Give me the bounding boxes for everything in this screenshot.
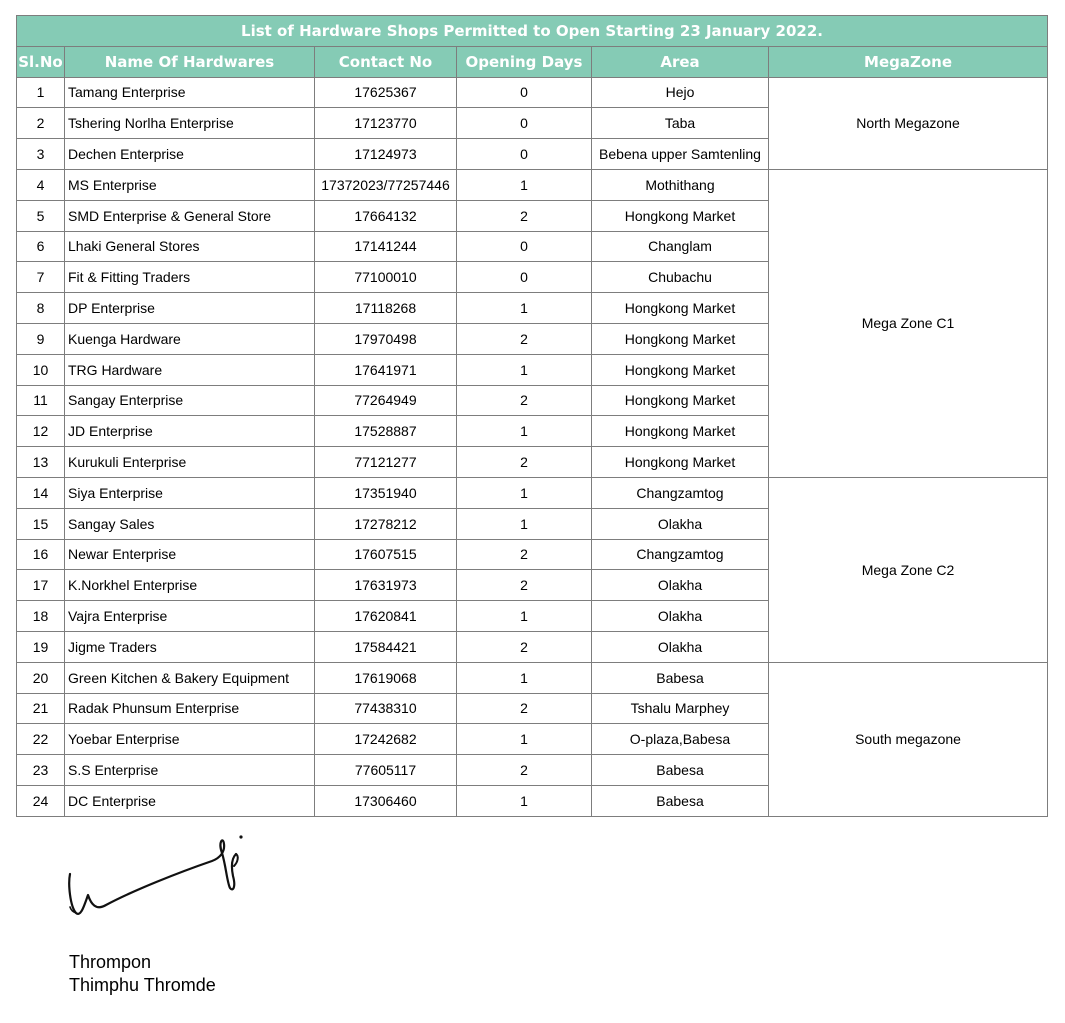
area-cell: Hongkong Market bbox=[592, 323, 769, 354]
opening-days-cell: 0 bbox=[457, 77, 592, 108]
contact-cell: 17118268 bbox=[315, 293, 457, 324]
sl-no-cell: 11 bbox=[17, 385, 65, 416]
area-cell: Babesa bbox=[592, 662, 769, 693]
sl-no-cell: 6 bbox=[17, 231, 65, 262]
opening-days-cell: 1 bbox=[457, 724, 592, 755]
shop-name-cell: DP Enterprise bbox=[65, 293, 315, 324]
opening-days-cell: 1 bbox=[457, 354, 592, 385]
contact-cell: 17970498 bbox=[315, 323, 457, 354]
contact-cell: 17278212 bbox=[315, 508, 457, 539]
opening-days-cell: 2 bbox=[457, 570, 592, 601]
contact-cell: 17631973 bbox=[315, 570, 457, 601]
megazone-cell: South megazone bbox=[769, 662, 1048, 816]
shop-name-cell: Sangay Sales bbox=[65, 508, 315, 539]
contact-cell: 17607515 bbox=[315, 539, 457, 570]
contact-cell: 17625367 bbox=[315, 77, 457, 108]
area-cell: Hongkong Market bbox=[592, 293, 769, 324]
area-cell: Hongkong Market bbox=[592, 354, 769, 385]
opening-days-cell: 2 bbox=[457, 200, 592, 231]
opening-days-cell: 0 bbox=[457, 262, 592, 293]
signatory-title: Thrompon bbox=[69, 952, 152, 972]
opening-days-cell: 2 bbox=[457, 323, 592, 354]
sl-no-cell: 24 bbox=[17, 785, 65, 816]
area-cell: Bebena upper Samtenling bbox=[592, 139, 769, 170]
contact-cell: 17242682 bbox=[315, 724, 457, 755]
area-cell: Changlam bbox=[592, 231, 769, 262]
contact-cell: 77100010 bbox=[315, 262, 457, 293]
area-cell: Changzamtog bbox=[592, 477, 769, 508]
contact-cell: 77121277 bbox=[315, 447, 457, 478]
opening-days-cell: 0 bbox=[457, 108, 592, 139]
opening-days-cell: 0 bbox=[457, 139, 592, 170]
shop-name-cell: Lhaki General Stores bbox=[65, 231, 315, 262]
shop-name-cell: MS Enterprise bbox=[65, 169, 315, 200]
signatory-block bbox=[69, 951, 216, 997]
column-header-contact: Contact No bbox=[315, 46, 457, 77]
sl-no-cell: 7 bbox=[17, 262, 65, 293]
area-cell: Olakha bbox=[592, 508, 769, 539]
contact-cell: 17124973 bbox=[315, 139, 457, 170]
signatory-office: Thimphu Thromde bbox=[69, 975, 216, 995]
contact-cell: 17141244 bbox=[315, 231, 457, 262]
area-cell: O-plaza,Babesa bbox=[592, 724, 769, 755]
shop-name-cell: SMD Enterprise & General Store bbox=[65, 200, 315, 231]
sl-no-cell: 4 bbox=[17, 169, 65, 200]
shop-name-cell: Kuenga Hardware bbox=[65, 323, 315, 354]
opening-days-cell: 1 bbox=[457, 508, 592, 539]
table-title-row bbox=[17, 16, 1048, 47]
contact-cell: 17619068 bbox=[315, 662, 457, 693]
opening-days-cell: 1 bbox=[457, 293, 592, 324]
shop-name-cell: Tamang Enterprise bbox=[65, 77, 315, 108]
contact-cell: 17306460 bbox=[315, 785, 457, 816]
opening-days-cell: 1 bbox=[457, 662, 592, 693]
sl-no-cell: 17 bbox=[17, 570, 65, 601]
shop-name-cell: DC Enterprise bbox=[65, 785, 315, 816]
sl-no-cell: 5 bbox=[17, 200, 65, 231]
column-header-area: Area bbox=[592, 46, 769, 77]
sl-no-cell: 9 bbox=[17, 323, 65, 354]
table-row bbox=[17, 477, 1048, 508]
contact-cell: 17372023/77257446 bbox=[315, 169, 457, 200]
opening-days-cell: 0 bbox=[457, 231, 592, 262]
opening-days-cell: 2 bbox=[457, 693, 592, 724]
table-row bbox=[17, 662, 1048, 693]
sl-no-cell: 18 bbox=[17, 601, 65, 632]
column-header-sl-no: Sl.No bbox=[17, 46, 65, 77]
sl-no-cell: 12 bbox=[17, 416, 65, 447]
opening-days-cell: 2 bbox=[457, 539, 592, 570]
opening-days-cell: 2 bbox=[457, 385, 592, 416]
shop-name-cell: Jigme Traders bbox=[65, 631, 315, 662]
column-header-megazone: MegaZone bbox=[769, 46, 1048, 77]
contact-cell: 17351940 bbox=[315, 477, 457, 508]
column-header-opening-days: Opening Days bbox=[457, 46, 592, 77]
contact-cell: 17664132 bbox=[315, 200, 457, 231]
area-cell: Hongkong Market bbox=[592, 447, 769, 478]
sl-no-cell: 8 bbox=[17, 293, 65, 324]
hardware-shops-table bbox=[16, 15, 1048, 817]
contact-cell: 17584421 bbox=[315, 631, 457, 662]
sl-no-cell: 21 bbox=[17, 693, 65, 724]
sl-no-cell: 1 bbox=[17, 77, 65, 108]
shop-name-cell: Tshering Norlha Enterprise bbox=[65, 108, 315, 139]
area-cell: Babesa bbox=[592, 755, 769, 786]
column-header-row bbox=[17, 46, 1048, 77]
megazone-cell: Mega Zone C2 bbox=[769, 477, 1048, 662]
contact-cell: 17620841 bbox=[315, 601, 457, 632]
megazone-cell: Mega Zone C1 bbox=[769, 169, 1048, 477]
shop-name-cell: TRG Hardware bbox=[65, 354, 315, 385]
area-cell: Hejo bbox=[592, 77, 769, 108]
sl-no-cell: 3 bbox=[17, 139, 65, 170]
sl-no-cell: 14 bbox=[17, 477, 65, 508]
sl-no-cell: 23 bbox=[17, 755, 65, 786]
area-cell: Olakha bbox=[592, 570, 769, 601]
shop-name-cell: Siya Enterprise bbox=[65, 477, 315, 508]
shop-name-cell: Fit & Fitting Traders bbox=[65, 262, 315, 293]
area-cell: Chubachu bbox=[592, 262, 769, 293]
shop-name-cell: Dechen Enterprise bbox=[65, 139, 315, 170]
sl-no-cell: 2 bbox=[17, 108, 65, 139]
area-cell: Tshalu Marphey bbox=[592, 693, 769, 724]
opening-days-cell: 2 bbox=[457, 755, 592, 786]
shop-name-cell: Newar Enterprise bbox=[65, 539, 315, 570]
sl-no-cell: 10 bbox=[17, 354, 65, 385]
shop-name-cell: Sangay Enterprise bbox=[65, 385, 315, 416]
opening-days-cell: 2 bbox=[457, 447, 592, 478]
sl-no-cell: 19 bbox=[17, 631, 65, 662]
shop-name-cell: JD Enterprise bbox=[65, 416, 315, 447]
area-cell: Taba bbox=[592, 108, 769, 139]
opening-days-cell: 1 bbox=[457, 601, 592, 632]
column-header-name: Name Of Hardwares bbox=[65, 46, 315, 77]
contact-cell: 77264949 bbox=[315, 385, 457, 416]
contact-cell: 17528887 bbox=[315, 416, 457, 447]
shop-name-cell: Vajra Enterprise bbox=[65, 601, 315, 632]
contact-cell: 17641971 bbox=[315, 354, 457, 385]
contact-cell: 77438310 bbox=[315, 693, 457, 724]
area-cell: Hongkong Market bbox=[592, 416, 769, 447]
table-title: List of Hardware Shops Permitted to Open Starting 23 January 2022. bbox=[17, 16, 1048, 47]
area-cell: Hongkong Market bbox=[592, 200, 769, 231]
area-cell: Mothithang bbox=[592, 169, 769, 200]
area-cell: Hongkong Market bbox=[592, 385, 769, 416]
opening-days-cell: 1 bbox=[457, 416, 592, 447]
area-cell: Changzamtog bbox=[592, 539, 769, 570]
table-row bbox=[17, 169, 1048, 200]
sl-no-cell: 22 bbox=[17, 724, 65, 755]
shop-name-cell: Green Kitchen & Bakery Equipment bbox=[65, 662, 315, 693]
table-row bbox=[17, 77, 1048, 108]
area-cell: Babesa bbox=[592, 785, 769, 816]
contact-cell: 17123770 bbox=[315, 108, 457, 139]
table-body bbox=[17, 77, 1048, 816]
signature-image bbox=[62, 822, 274, 922]
shop-name-cell: Radak Phunsum Enterprise bbox=[65, 693, 315, 724]
contact-cell: 77605117 bbox=[315, 755, 457, 786]
sl-no-cell: 16 bbox=[17, 539, 65, 570]
shop-name-cell: Yoebar Enterprise bbox=[65, 724, 315, 755]
shop-name-cell: Kurukuli Enterprise bbox=[65, 447, 315, 478]
area-cell: Olakha bbox=[592, 601, 769, 632]
opening-days-cell: 2 bbox=[457, 631, 592, 662]
opening-days-cell: 1 bbox=[457, 477, 592, 508]
sl-no-cell: 15 bbox=[17, 508, 65, 539]
sl-no-cell: 20 bbox=[17, 662, 65, 693]
shop-name-cell: S.S Enterprise bbox=[65, 755, 315, 786]
megazone-cell: North Megazone bbox=[769, 77, 1048, 169]
handwritten-signature bbox=[62, 822, 274, 922]
opening-days-cell: 1 bbox=[457, 169, 592, 200]
shop-name-cell: K.Norkhel Enterprise bbox=[65, 570, 315, 601]
sl-no-cell: 13 bbox=[17, 447, 65, 478]
area-cell: Olakha bbox=[592, 631, 769, 662]
opening-days-cell: 1 bbox=[457, 785, 592, 816]
